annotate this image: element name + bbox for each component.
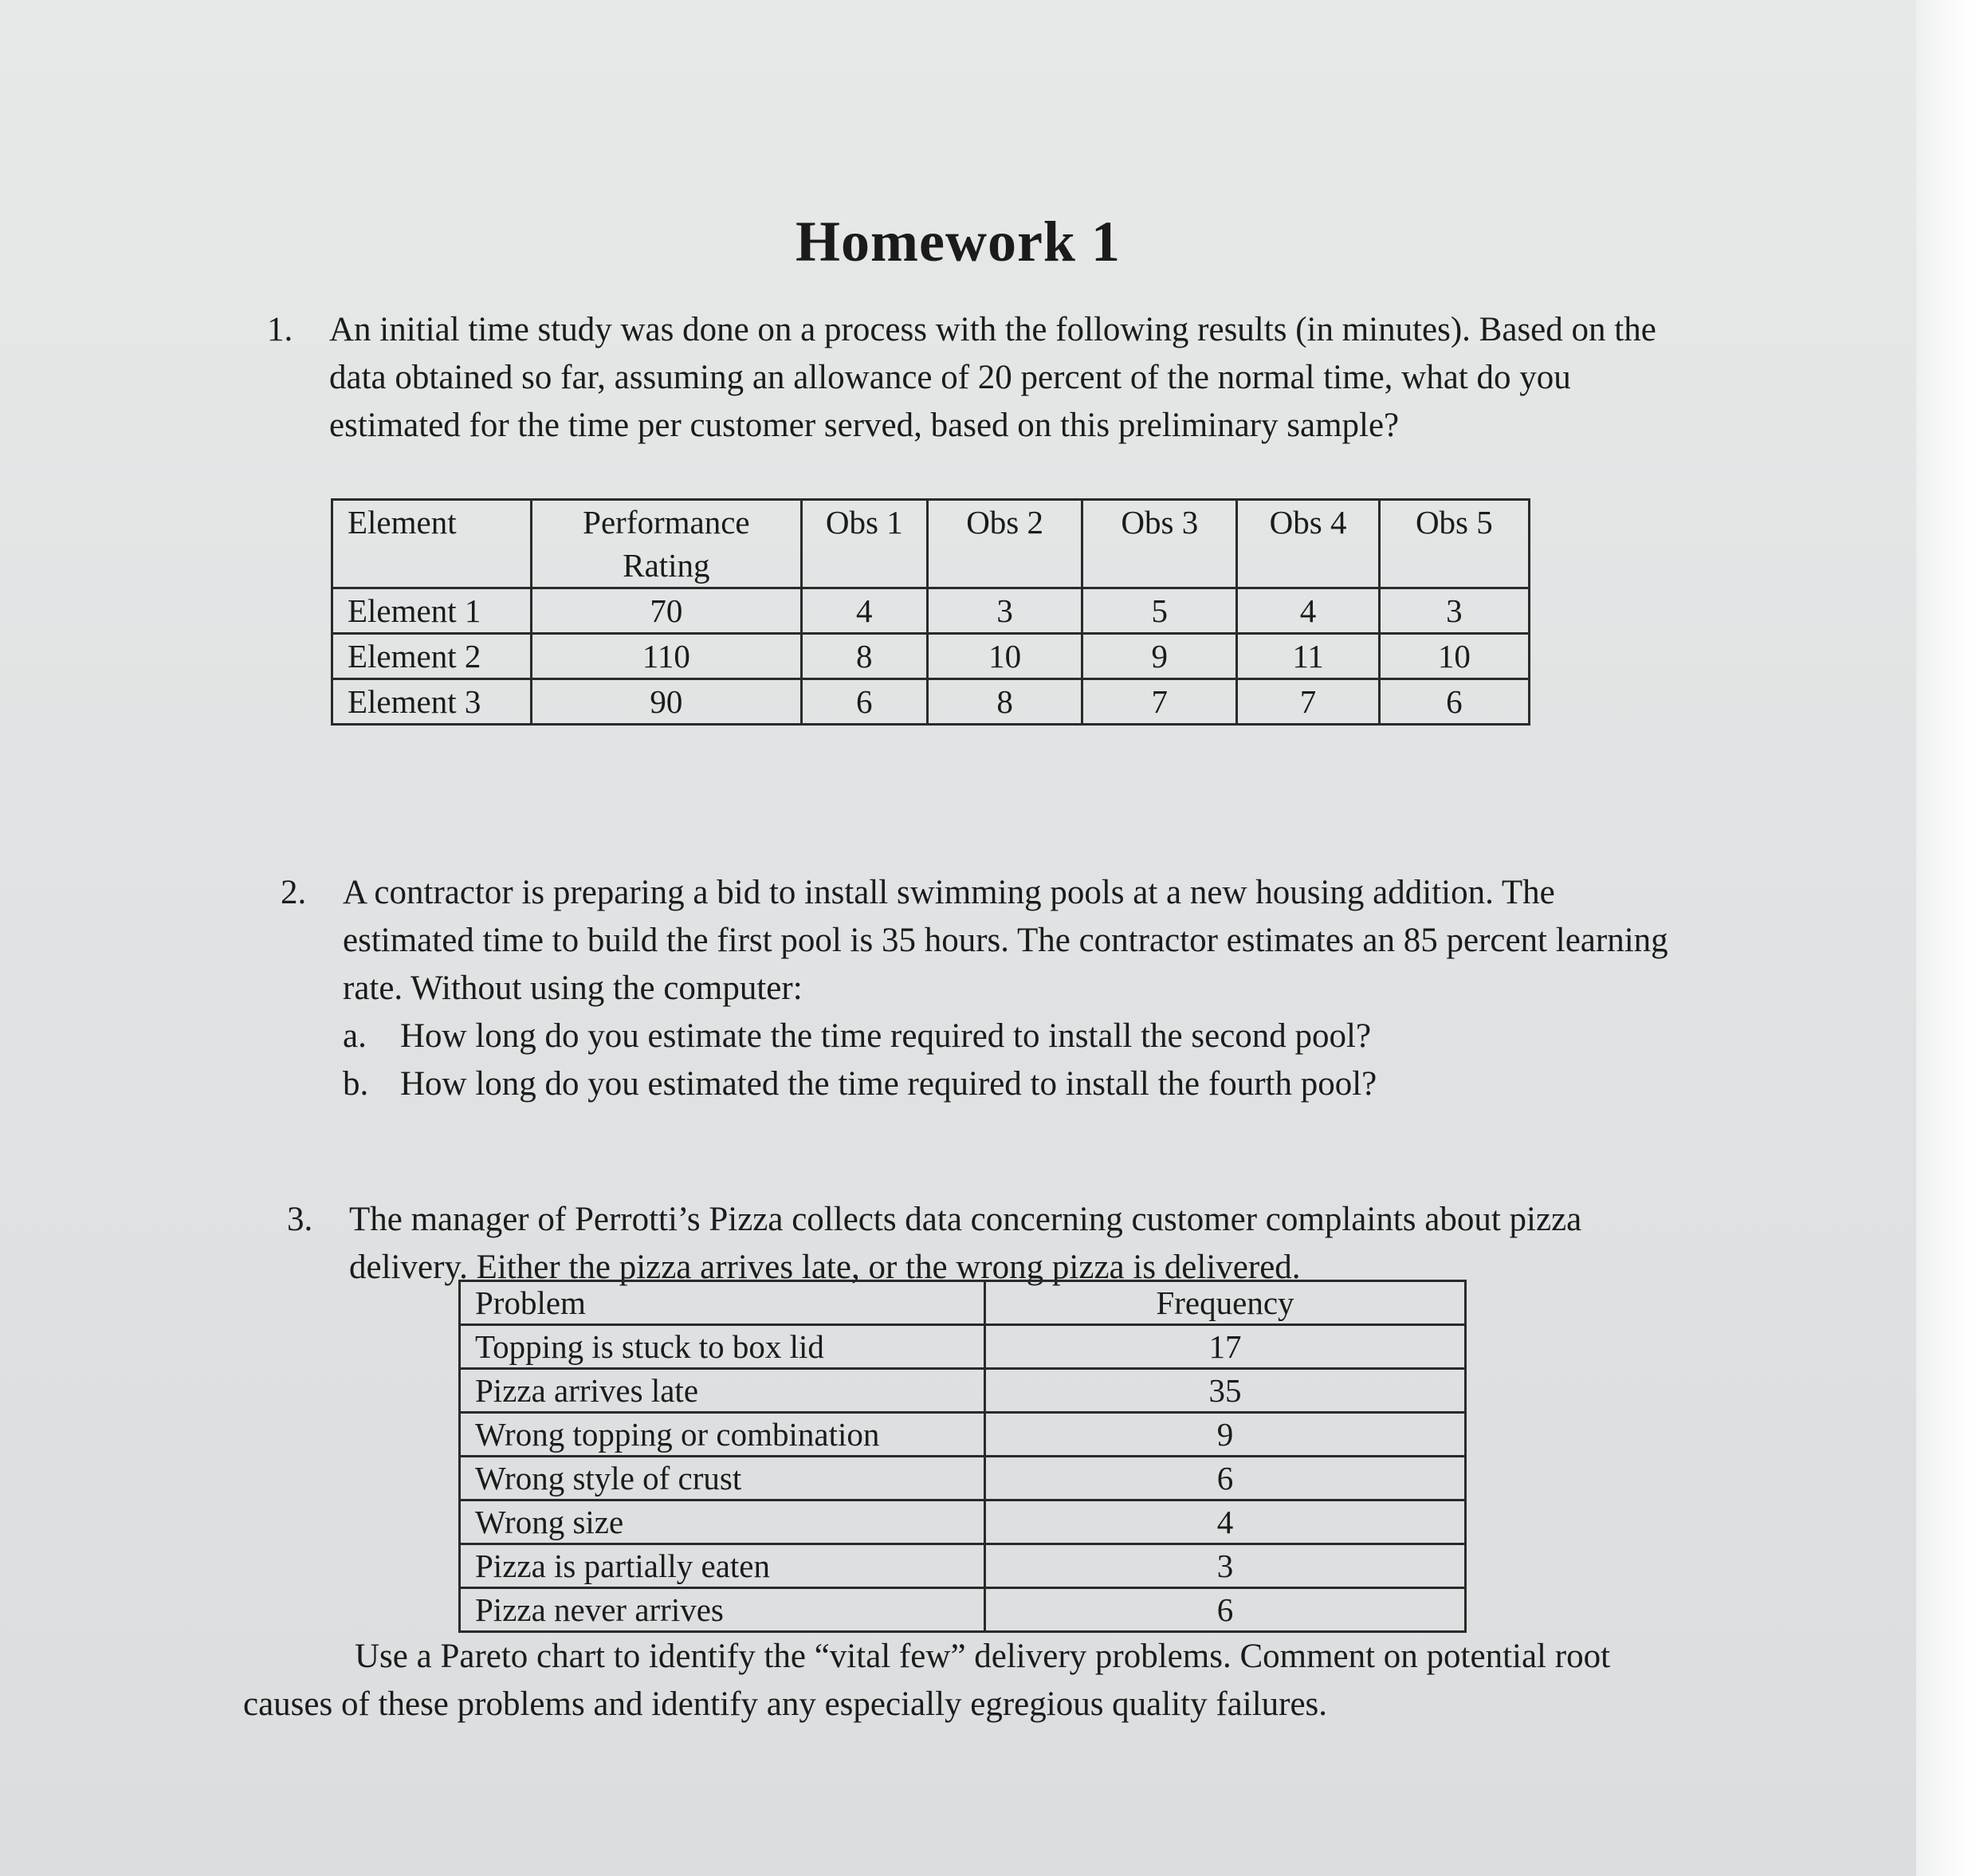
table-cell: Element 1 [332,588,532,634]
table-cell: Wrong style of crust [460,1457,985,1500]
table-row [332,679,1530,725]
table-row [460,1544,1466,1588]
question-3-number: 3. [287,1201,313,1238]
table-cell: Pizza never arrives [460,1588,985,1632]
table-row [460,1457,1466,1500]
question-1 [267,306,1694,450]
header-performance-rating: Performance Rating [532,500,801,588]
question-2-part-a [343,1013,1683,1060]
table-row [460,1413,1466,1457]
table-cell: 3 [928,588,1082,634]
table-cell: Topping is stuck to box lid [460,1325,985,1369]
question-2-number: 2. [281,874,307,911]
table-cell: 9 [985,1413,1466,1457]
table-cell: 8 [928,679,1082,725]
table-header-row [460,1281,1466,1325]
header-obs-4: Obs 4 [1237,500,1379,588]
table-row [332,634,1530,679]
question-3-text: The manager of Perrotti’s Pizza collects data concerning customer complaints about pizza delivery. Either the pizza arrives late, or the wrong pizza is delivered. [349,1201,1582,1286]
time-study-table [331,498,1530,726]
question-3-instructions: Use a Pareto chart to identify the “vital few” delivery problems. Comment on potential root causes of these problems and identify any especially egregious quality failures. [243,1638,1611,1723]
part-b-text: How long do you estimated the time required to install the fourth pool? [400,1065,1377,1103]
table-cell: Wrong topping or combination [460,1413,985,1457]
part-b-letter: b. [343,1065,369,1103]
table-cell: 4 [801,588,928,634]
header-problem: Problem [460,1281,985,1325]
table-cell: 10 [928,634,1082,679]
page-title: Homework 1 [795,210,1121,273]
question-3 [287,1196,1626,1292]
table-cell: Element 2 [332,634,532,679]
table-row [460,1588,1466,1632]
table-cell: 7 [1237,679,1379,725]
table-cell: 3 [985,1544,1466,1588]
table-cell: 70 [532,588,801,634]
table-cell: 6 [801,679,928,725]
table-cell: Element 3 [332,679,532,725]
question-2 [281,869,1683,1108]
part-a-letter: a. [343,1017,367,1055]
screen-bezel [1916,0,1972,1876]
table-cell: 5 [1082,588,1237,634]
table-cell: 10 [1379,634,1529,679]
table-cell: 110 [532,634,801,679]
table-cell: Pizza arrives late [460,1369,985,1413]
table-cell: 9 [1082,634,1237,679]
part-a-text: How long do you estimate the time required to install the second pool? [400,1017,1372,1055]
header-obs-1: Obs 1 [801,500,928,588]
table-row [332,588,1530,634]
header-frequency: Frequency [985,1281,1466,1325]
question-1-text: An initial time study was done on a process with the following results (in minutes). Based on the data obtained so far, assuming an allowance of 20 percent of the normal time, what do you estimated for the time per customer served, based on this preliminary sample? [329,311,1656,444]
table-cell: 8 [801,634,928,679]
header-obs-2: Obs 2 [928,500,1082,588]
table-cell: 4 [1237,588,1379,634]
table-cell: 6 [1379,679,1529,725]
header-element: Element [332,500,532,588]
table-cell: 4 [985,1500,1466,1544]
header-obs-5: Obs 5 [1379,500,1529,588]
complaints-table [458,1280,1467,1633]
question-2-text: A contractor is preparing a bid to install swimming pools at a new housing addition. The estimated time to build the first pool is 35 hours. The contractor estimates an 85 percent learning rate. Without using the computer: [343,874,1668,1007]
table-cell: 35 [985,1369,1466,1413]
table-row [460,1500,1466,1544]
table-cell: 90 [532,679,801,725]
table-cell: 7 [1082,679,1237,725]
table-cell: 6 [985,1588,1466,1632]
question-2-part-b [343,1060,1683,1108]
table-cell: 6 [985,1457,1466,1500]
table-cell: Pizza is partially eaten [460,1544,985,1588]
table-header-row [332,500,1530,588]
table-cell: 11 [1237,634,1379,679]
table-cell: 17 [985,1325,1466,1369]
table-row [460,1369,1466,1413]
table-row [460,1325,1466,1369]
table-cell: Wrong size [460,1500,985,1544]
question-1-number: 1. [267,311,293,348]
header-obs-3: Obs 3 [1082,500,1237,588]
table-cell: 3 [1379,588,1529,634]
